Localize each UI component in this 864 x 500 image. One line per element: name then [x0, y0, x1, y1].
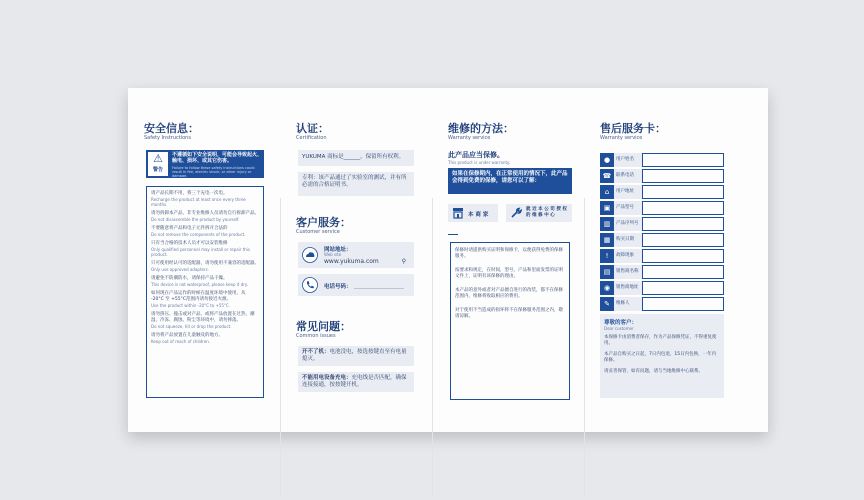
form-row — [600, 152, 724, 168]
list-item: 只有当合格的技术人员才可以安装维修 Only qualified personnel may install or repair this product. — [151, 241, 250, 257]
search-icon: ⚲ — [401, 258, 406, 265]
cert-trademark-box — [298, 150, 414, 166]
field-input[interactable] — [642, 281, 724, 295]
wrench-icon — [510, 207, 522, 219]
warning-text-en: Failure to follow these safety instructions could result in fire, electric shock, or other injury or damage. — [172, 166, 255, 177]
repair-title: 维修的方法： — [448, 122, 514, 135]
cloud-icon — [302, 247, 318, 263]
manual-sheet — [128, 88, 768, 432]
field-input[interactable] — [642, 185, 724, 199]
list-item: 只可使用经认可的适配器，请勿使用不兼容的适配器。 Only use approved adapters. — [151, 261, 259, 272]
repair-heading: 此产品应当保修。 — [448, 151, 504, 159]
service-center-label: 就 近 本 公 司 授 权 的 维 修 中 心 — [526, 207, 567, 218]
divider — [448, 234, 458, 235]
list-item: 请勿将产品放置在儿童触及的地方。 Keep out of reach of children. — [151, 333, 223, 344]
service-subtitle: Customer service — [296, 229, 340, 235]
faq-title: 常见问题： — [296, 320, 351, 333]
phone-label: 电话号码： — [324, 284, 352, 290]
field-label: 用户地址 — [614, 185, 642, 199]
faq-item — [298, 346, 414, 366]
field-input[interactable] — [642, 249, 724, 263]
warning-icon: ! — [600, 249, 614, 263]
box-icon: ▣ — [600, 201, 614, 215]
field-label: 用户姓名 — [614, 153, 642, 167]
safety-subtitle: Safety Instructions — [144, 135, 191, 141]
list-item: 按要求和规定，在时间，型号，产品和里面发票的证明文件上，证明有该保修的理由。 — [455, 268, 563, 279]
warning-icon: ⚠ — [153, 152, 163, 165]
list-item: 请妥善保管，如有问题，请与当地维修中心联系。 — [604, 369, 703, 374]
phone-box — [298, 274, 414, 296]
form-row — [600, 264, 724, 280]
faq-answer: 电池没电，按选按键直至有电量熄灭。 — [302, 349, 407, 362]
field-input[interactable] — [642, 169, 724, 183]
home-icon: ⌂ — [600, 185, 614, 199]
fold-line — [280, 198, 281, 498]
field-input[interactable] — [642, 201, 724, 215]
calendar-icon: ▦ — [600, 233, 614, 247]
list-item: 请避免不防潮防水，请保持产品干燥。 This device is not waterproof, please keep it dry. — [151, 276, 248, 287]
dealer-label: 本 商 家 — [468, 212, 489, 218]
website-label-en: Web site — [324, 252, 342, 257]
form-row — [600, 168, 724, 184]
card-title: 售后服务卡： — [600, 122, 666, 135]
field-input[interactable] — [642, 297, 724, 311]
service-title: 客户服务： — [296, 216, 351, 229]
card-subtitle: Warranty service — [600, 135, 643, 141]
list-item: 如何现在产品运作的时候在温度环境中使用，从 -20°C 至 +55°C范围内请勿接近火源。 Use the product within -20°C to +55°C. — [151, 291, 246, 308]
website-box — [298, 242, 414, 268]
repair-terms — [450, 242, 570, 400]
faq-subtitle: Common issues — [296, 333, 336, 339]
field-label: 购买日期 — [614, 233, 642, 247]
store-icon — [452, 207, 464, 219]
form-row — [600, 216, 724, 232]
field-label: 产品型号 — [614, 201, 642, 215]
faq-answer: 充电线是否匹配，确保连接接通，按按键开机。 — [302, 375, 407, 388]
field-input[interactable] — [642, 233, 724, 247]
cert-patent-text: 专利：该产品通过了实验室的测试，并有所必需的合格证明书。 — [302, 175, 407, 188]
list-item: 请勿挤压、撞击或对产品、或将产品放置在过热、潮湿、冷冻、腐蚀、粉尘等环境中，请勿摔落。 Do not squeeze, hit or drop the product. — [151, 312, 255, 329]
barcode-icon: ▥ — [600, 217, 614, 231]
customer-notice — [600, 314, 724, 398]
list-item: 本产品的意外或者对产品擅自进行的改装，都不在保修范围内，维修将收取相应的费用。 — [455, 288, 563, 299]
fold-line — [432, 198, 433, 498]
field-label: 产品序列号 — [614, 217, 642, 231]
list-item: 请勿拆卸本产品，非专业维修人员请勿自行拆卸产品。 Do not disassemble the product by yourself. — [151, 211, 259, 222]
warning-box — [146, 150, 264, 178]
faq-item — [298, 372, 414, 392]
form-row — [600, 232, 724, 248]
repair-heading-en: This product is under warranty. — [448, 160, 511, 165]
store-icon: ▤ — [600, 265, 614, 279]
service-center-tag — [506, 204, 572, 222]
field-label: 联系电话 — [614, 169, 642, 183]
field-label: 销售商地址 — [614, 281, 642, 295]
repair-note-box — [448, 168, 572, 194]
list-item: 对于使用不当造成的损坏将不在保修服务范围之内，敬请谅解。 — [455, 308, 563, 319]
user-icon: ● — [600, 153, 614, 167]
website-value[interactable]: www.yukuma.com — [324, 258, 379, 265]
warning-text: 不遵循如下安全说明，可能会导致起火、触电、损坏、或其它伤害。 — [172, 152, 263, 164]
form-row — [600, 200, 724, 216]
wrench-icon: ✎ — [600, 297, 614, 311]
cert-patent-box — [298, 172, 414, 196]
field-input[interactable] — [642, 217, 724, 231]
location-icon: ◉ — [600, 281, 614, 295]
field-label: 维修人 — [614, 297, 642, 311]
cert-subtitle: Certification — [296, 135, 327, 141]
phone-icon — [302, 277, 318, 293]
list-item: 请产品长期不用，将三个充电一次电。 Recharge the product at least once every three months. — [151, 191, 246, 207]
cert-trademark-text: YUKUMA 商标是______，保留所有权利。 — [302, 154, 405, 160]
cert-title: 认证： — [296, 122, 329, 135]
form-row — [600, 296, 724, 312]
warning-badge — [148, 152, 168, 176]
safety-title: 安全信息： — [144, 122, 199, 135]
list-item: 不要随意将产品和电子元件拆开合法的 Do not remove the components of the product. — [151, 226, 246, 237]
form-row — [600, 248, 724, 264]
repair-subtitle: Warranty service — [448, 135, 491, 141]
phone-underline — [354, 288, 404, 289]
form-row — [600, 280, 724, 296]
list-item: 本保修卡由消费者保存，作为产品保修凭证，不得重复使用。 — [604, 335, 717, 346]
card-form — [600, 152, 724, 312]
field-input[interactable] — [642, 153, 724, 167]
notice-title-en: Dear customer — [604, 326, 634, 331]
notice-title: 尊敬的客户： — [604, 320, 638, 326]
field-input[interactable] — [642, 265, 724, 279]
website-label: 网站地址： — [324, 247, 352, 253]
repair-note-text: 如果在保修期内，在正常使用的情况下，此产品会得到免费的保修，请您可以了解： — [452, 171, 568, 184]
list-item: 本产品自购买之日起，7日内包退，15日内包换，一年内保修。 — [604, 352, 717, 363]
field-label: 故障现象 — [614, 249, 642, 263]
fold-line — [584, 198, 585, 498]
warning-label: 警告 — [152, 167, 163, 173]
phone-icon: ☎ — [600, 169, 614, 183]
field-label: 销售商名称 — [614, 265, 642, 279]
faq-question: 开不了机： — [302, 349, 330, 355]
dealer-tag — [448, 204, 498, 222]
form-row — [600, 184, 724, 200]
faq-question: 不能用电设备充电： — [302, 375, 352, 381]
safety-list — [146, 186, 264, 398]
list-item: 保修时请提供购买证明和保修卡，以便获得免费的保修服务。 — [455, 248, 563, 259]
